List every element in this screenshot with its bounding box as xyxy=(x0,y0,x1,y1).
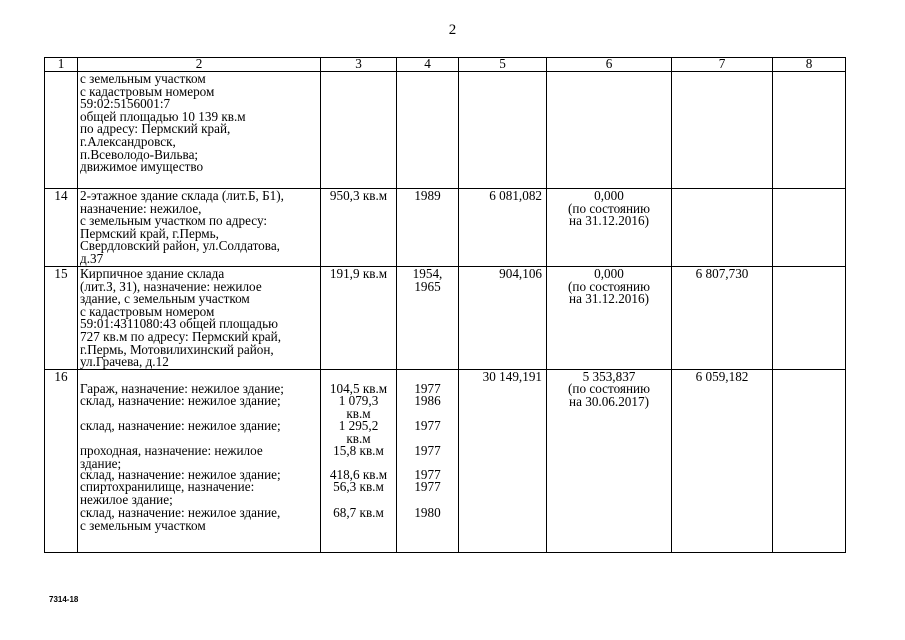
item-description: спиртохранилище, назначение: нежилое здание; xyxy=(80,479,255,507)
item-year: 1977 xyxy=(414,467,441,483)
item-area: 104,5 кв.м xyxy=(329,381,388,397)
item-area: 15,8 кв.м xyxy=(333,443,384,459)
page-number: 2 xyxy=(448,22,457,38)
description-cell: 2-этажное здание склада (лит.Б, Б1), назначение: нежилое, с земельным участком по адресу: Пермский край, г.Пермь, Свердловский район, ул.Солдатова, д.37 xyxy=(78,189,321,267)
col6-cell: 0,000 (по состоянию на 31.12.2016) xyxy=(547,189,672,267)
column-header: 4 xyxy=(397,58,459,72)
property-table xyxy=(44,57,846,553)
area-cell: 191,9 кв.м xyxy=(321,267,397,370)
item-area: 1 079,3 кв.м xyxy=(338,393,379,421)
col8-cell xyxy=(773,267,846,370)
column-header: 8 xyxy=(773,58,846,72)
description-cell xyxy=(78,369,321,552)
col8-cell xyxy=(773,369,846,552)
item-description: склад, назначение: нежилое здание; xyxy=(80,418,281,434)
column-header: 1 xyxy=(45,58,78,72)
area-cell xyxy=(321,369,397,552)
col8-cell xyxy=(773,72,846,189)
area-cell: 950,3 кв.м xyxy=(321,189,397,267)
column-header: 3 xyxy=(321,58,397,72)
item-description: склад, назначение: нежилое здание, с земельным участком xyxy=(80,505,281,533)
col5-cell: 904,106 xyxy=(459,267,547,370)
row-number-cell: 15 xyxy=(45,267,78,370)
col5-cell xyxy=(459,72,547,189)
year-cell xyxy=(397,369,459,552)
year-cell: 1954, 1965 xyxy=(397,267,459,370)
item-description: Гараж, назначение: нежилое здание; xyxy=(80,381,284,397)
table-row xyxy=(45,72,846,189)
area-cell xyxy=(321,72,397,189)
col7-cell xyxy=(672,72,773,189)
row-number-cell: 16 xyxy=(45,369,78,552)
col8-cell xyxy=(773,189,846,267)
row-number-cell: 14 xyxy=(45,189,78,267)
item-year: 1977 xyxy=(414,381,441,397)
description-cell: Кирпичное здание склада (лит.З, З1), назначение: нежилое здание, с земельным участком с кадастровым номером 59:01:4311080:43 общей площадью 727 кв.м по адресу: Пермский край, г.Пермь, Мотовилихинский район, ул.Грачева, д.12 xyxy=(78,267,321,370)
item-area: 68,7 кв.м xyxy=(333,505,384,521)
col7-cell: 6 807,730 xyxy=(672,267,773,370)
col6-cell xyxy=(547,72,672,189)
document-code: 7314-18 xyxy=(49,595,79,604)
year-cell xyxy=(397,72,459,189)
item-area: 418,6 кв.м xyxy=(329,467,388,483)
col7-cell xyxy=(672,189,773,267)
col5-cell: 30 149,191 xyxy=(459,369,547,552)
item-year: 1977 xyxy=(414,418,441,434)
description-cell: с земельным участком с кадастровым номером 59:02:5156001:7 общей площадью 10 139 кв.м по адресу: Пермский край, г.Александровск, п.Всеволодо-Вильва; движимое имущество xyxy=(78,72,321,189)
col5-cell: 6 081,082 xyxy=(459,189,547,267)
item-description: склад, назначение: нежилое здание; xyxy=(80,393,281,409)
item-year: 1977 xyxy=(414,479,441,495)
column-header: 7 xyxy=(672,58,773,72)
table-row xyxy=(45,267,846,370)
col6-cell: 0,000 (по состоянию на 31.12.2016) xyxy=(547,267,672,370)
table-row xyxy=(45,189,846,267)
col7-cell: 6 059,182 xyxy=(672,369,773,552)
table-header-row xyxy=(45,58,846,72)
item-year: 1986 xyxy=(414,393,441,409)
row-number-cell xyxy=(45,72,78,189)
col6-cell: 5 353,837 (по состоянию на 30.06.2017) xyxy=(547,369,672,552)
column-header: 6 xyxy=(547,58,672,72)
item-year: 1977 xyxy=(414,443,441,459)
year-cell: 1989 xyxy=(397,189,459,267)
column-header: 2 xyxy=(78,58,321,72)
column-header: 5 xyxy=(459,58,547,72)
item-description: склад, назначение: нежилое здание; xyxy=(80,467,281,483)
item-year: 1980 xyxy=(414,505,441,521)
item-description: проходная, назначение: нежилое здание; xyxy=(80,443,263,471)
item-area: 56,3 кв.м xyxy=(333,479,384,495)
item-area: 1 295,2 кв.м xyxy=(338,418,379,446)
table-row xyxy=(45,369,846,552)
